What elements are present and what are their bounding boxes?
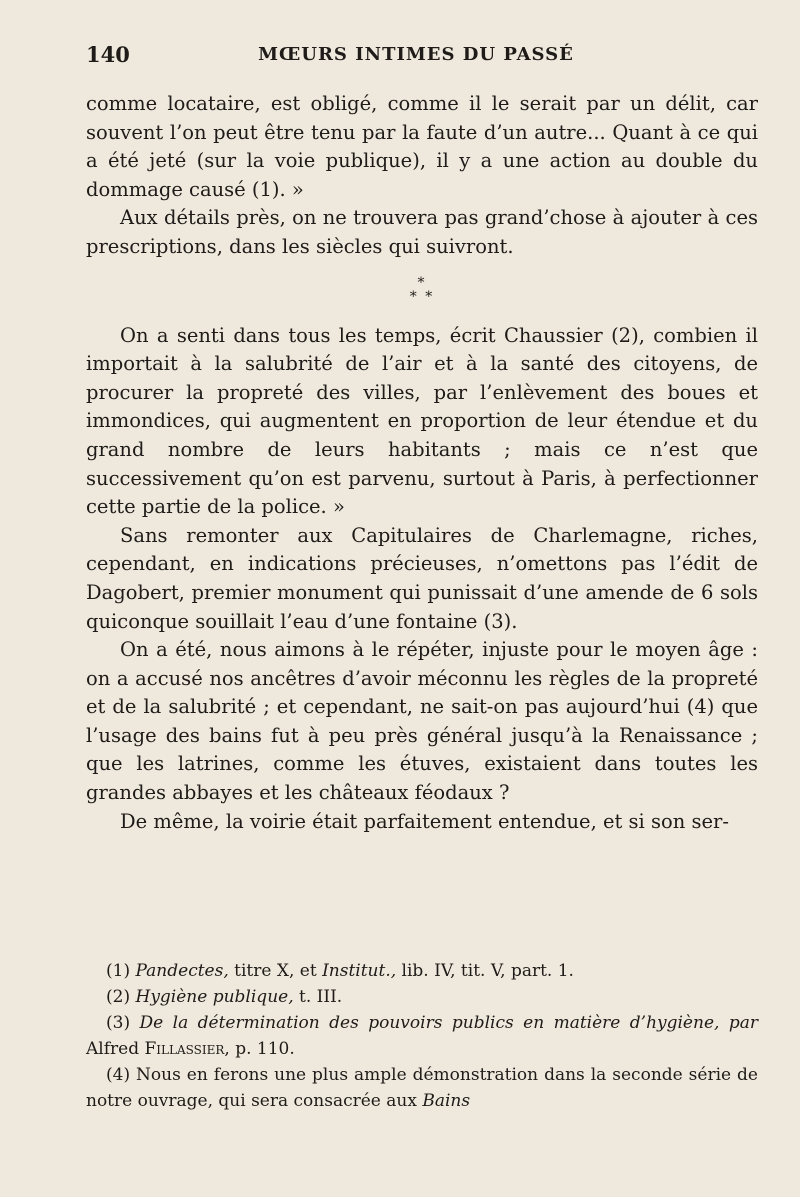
paragraph-6: De même, la voirie était parfaitement entendue, et si son ser- <box>120 809 729 833</box>
footnote-2 <box>86 984 758 1010</box>
footnote-3-author-first: Alfred <box>86 1039 145 1059</box>
footnote-2-rest: t. III. <box>293 987 343 1007</box>
footnote-2-title: Hygiène publique, <box>135 987 294 1007</box>
footnote-3-rest: , p. 110. <box>224 1039 295 1059</box>
footnote-4-text: Nous en ferons une plus ample démonstration dans la seconde série de notre ouvrage, qui sera consacrée aux <box>86 1065 758 1111</box>
body-text <box>86 90 758 836</box>
footnote-1 <box>86 958 758 984</box>
footnote-4 <box>86 1062 758 1114</box>
section-separator <box>86 276 758 304</box>
paragraph-4: Sans remonter aux Capitulaires de Charlemagne, riches, cependant, en indications précieuses, n’omettons pas l’édit de Dagobert, premier monument qui punissait d’une amende de 6 sols quiconque souillait l’eau d’une fontaine (3). <box>86 523 758 633</box>
footnote-1-title: Pandectes, <box>135 961 229 981</box>
paragraph-3: On a senti dans tous les temps, écrit Chaussier (2), combien il importait à la salubrité de l’air et à la santé des citoyens, de procurer la propreté des villes, par l’enlèvement des boues et immondices, qui augmentent en proportion de leur étendue et du grand nombre de leurs habitants ; mais ce n’est que successivement qu’on est parvenu, surtout à Paris, à perfectionner cette partie de la police. » <box>86 323 758 519</box>
footnote-3-author-last: Fillassier <box>144 1039 225 1059</box>
footnote-3 <box>86 1010 758 1062</box>
footnote-3-title: De la détermination des pouvoirs publics en matière d’hygiène, <box>139 1013 720 1033</box>
paragraph-2: Aux détails près, on ne trouvera pas grand’chose à ajouter à ces prescriptions, dans les siècles qui suivront. <box>86 206 758 258</box>
footnote-1-title2: Institut., <box>322 961 397 981</box>
footnote-1-mid: titre X, et <box>228 961 323 981</box>
footnote-1-number: (1) <box>106 961 131 981</box>
separator-top: * <box>417 274 427 291</box>
page-header <box>86 42 746 72</box>
footnote-3-by: par <box>719 1013 758 1033</box>
footnote-2-number: (2) <box>106 987 131 1007</box>
paragraph-1: comme locataire, est obligé, comme il le serait par un délit, car souvent l’on peut être tenu par la faute d’un autre... Quant à ce qui a été jeté (sur la voie publique), il y a une action au double du dommage causé (1). » <box>86 92 758 201</box>
footnote-4-number: (4) <box>106 1065 131 1085</box>
footnote-4-title: Bains <box>422 1091 471 1111</box>
separator-bottom: * * <box>409 288 435 305</box>
running-title: MŒURS INTIMES DU PASSÉ <box>258 44 574 65</box>
footnote-3-number: (3) <box>106 1013 131 1033</box>
paragraph-5: On a été, nous aimons à le répéter, injuste pour le moyen âge : on a accusé nos ancêtres d’avoir méconnu les règles de la propreté et de la salubrité ; et cependant, ne sait-on pas aujourd’hui (4) que l’usage des bains fut à peu près général jusqu’à la Renaissance ; que les latrines, comme les étuves, existaient dans toutes les grandes abbayes et les châteaux féodaux ? <box>86 638 758 805</box>
footnote-1-rest: lib. IV, tit. V, part. 1. <box>396 961 574 981</box>
page-number: 140 <box>86 42 130 67</box>
footnotes <box>86 958 758 1114</box>
